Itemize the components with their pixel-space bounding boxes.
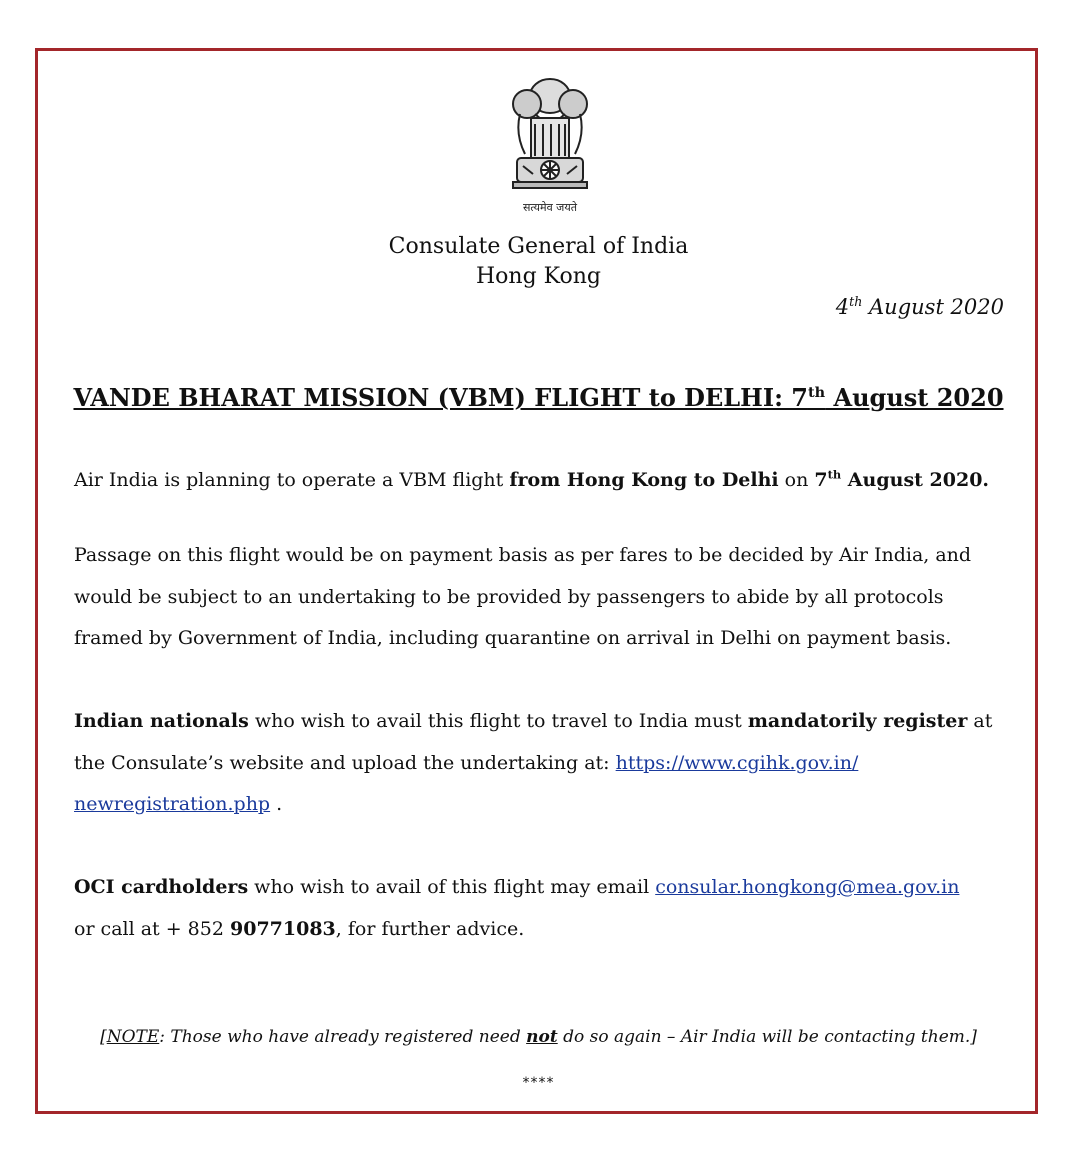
document-title: VANDE BHARAT MISSION (VBM) FLIGHT to DELHI: 7th August 2020 [73,383,1004,412]
consular-email-link[interactable]: consular.hongkong@mea.gov.in [655,876,960,898]
emblem-motto: सत्यमेव जयते [522,201,577,214]
phone-number: 90771083 [230,917,336,940]
paragraph-registration: Indian nationals who wish to avail this flight to travel to India must mandatorily register at the Consulate’s website and upload the undertaking at: https://www.cgihk.gov.in/ newregistration.php . [74,710,993,815]
paragraph-flight-announcement: Air India is planning to operate a VBM flight from Hong Kong to Delhi on 7th August 2020. [74,467,990,491]
end-marker: **** [522,1075,555,1091]
consulate-city: Hong Kong [475,264,602,289]
note-line: [NOTE: Those who have already registered need not do so again – Air India will be contacting them.] [100,1027,977,1047]
registration-link[interactable]: https://www.cgihk.gov.in/ newregistration.php [74,751,859,815]
paragraph-passage-terms: Passage on this flight would be on payment basis as per fares to be decided by Air India, and would be subject to an undertaking to be provided by passengers to abide by all protocols framed by Government of India, including quarantine on arrival in Delhi on payment basis. [74,544,972,649]
paragraph-oci-contact: OCI cardholders who wish to avail of this flight may email consular.hongkong@mea.gov.in or call at + 852 90771083, for further advice. [74,876,960,940]
consulate-name: Consulate General of India [388,234,689,259]
national-emblem-icon [505,74,595,200]
document-date: 4th August 2020 [835,294,1004,319]
